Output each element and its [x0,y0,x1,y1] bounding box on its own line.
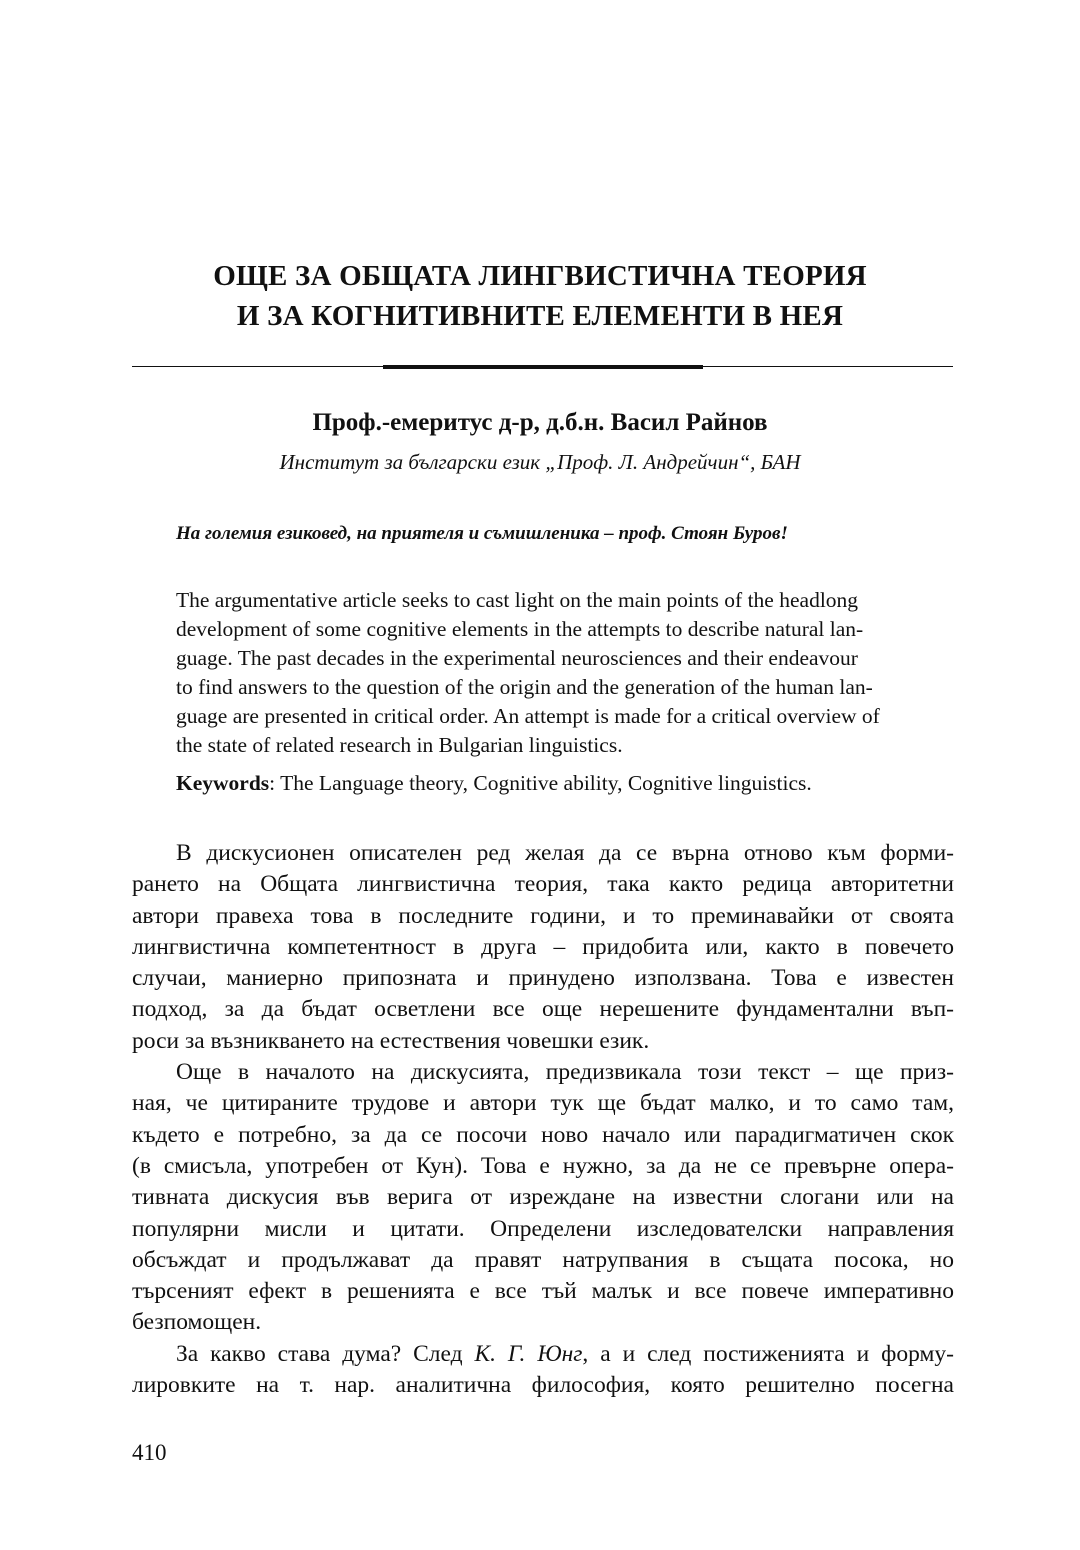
body-line: роси за възникването на естествения човешки език. [132,1027,650,1054]
author-name: Проф.-емеритус д-р, д.б.н. Васил Райнов [312,409,768,436]
abstract-line: the state of related research in Bulgarian linguistics. [176,733,623,757]
article-title [100,256,980,336]
title-line-1: ОЩЕ ЗА ОБЩАТА ЛИНГВИСТИЧНА ТЕОРИЯ [213,260,867,292]
body-line: ная, че цитираните трудове и автори тук ще бъдат малко, и то само там, [132,1090,954,1117]
body-line: обсъждат и продължават да правят натрупвания в същата посока, но [132,1246,954,1273]
abstract [176,586,956,760]
body-line: рането на Общата лингвистична теория, така както редица авторитетни [132,871,954,898]
abstract-line: to find answers to the question of the origin and the generation of the human lan- [176,675,873,699]
body-text-run: За какво става дума? След [176,1340,475,1367]
body-line: търсеният ефект в решенията е все тъй малък и все повече императивно [132,1278,954,1305]
author-affiliation: Институт за български език „Проф. Л. Андрейчин“, БАН [279,450,801,474]
abstract-line: guage. The past decades in the experimental neurosciences and their endeavour [176,646,858,670]
body-line: автори правеха това в последните години, и то преминавайки от своята [132,902,954,929]
body-italic-name: К. Г. Юнг [474,1340,583,1367]
title-divider-thick [383,365,703,369]
keywords-text: : The Language theory, Cognitive ability, Cognitive linguistics. [269,771,812,795]
body-text [132,838,954,1401]
title-line-2: И ЗА КОГНИТИВНИТЕ ЕЛЕМЕНТИ В НЕЯ [236,300,844,332]
body-text-run: , а и след постиженията и форму- [582,1340,954,1367]
page-number: 410 [132,1440,167,1465]
body-line: популярни мисли и цитати. Определени изследователски направления [132,1215,954,1242]
body-line [132,1339,954,1370]
dedication: На големия езиковед, на приятеля и съмишленика – проф. Стоян Буров! [176,523,788,544]
body-line: Още в началото на дискусията, предизвикала този текст – ще приз- [176,1059,954,1086]
body-line: случаи, маниерно припозната и принудено използвана. Това е известен [132,965,954,992]
body-line: където е потребно, за да се посочи ново начало или парадигматичен скок [132,1121,954,1148]
keywords-label: Keywords [176,771,270,795]
body-line: лировките на т. нар. аналитична философия, която решително посегна [132,1372,954,1399]
abstract-line: guage are presented in critical order. An attempt is made for a critical overview of [176,704,880,728]
body-line: (в смисъла, употребен от Кун). Това е нужно, за да не се превърне опера- [132,1152,954,1179]
keywords [176,768,956,798]
body-line: лингвистична компетентност в друга – придобита или, както в повечето [132,933,954,960]
body-line: безпомощен. [132,1309,262,1336]
body-line: тивната дискусия във верига от изреждане на известни слогани или на [132,1184,954,1211]
abstract-line: The argumentative article seeks to cast light on the main points of the headlong [176,588,859,612]
abstract-line: development of some cognitive elements in the attempts to describe natural lan- [176,617,864,641]
body-line: подход, за да бъдат осветлени все още нерешените фундаментални въп- [132,996,954,1023]
body-line: В дискусионен описателен ред желая да се върна отново към форми- [176,840,954,866]
